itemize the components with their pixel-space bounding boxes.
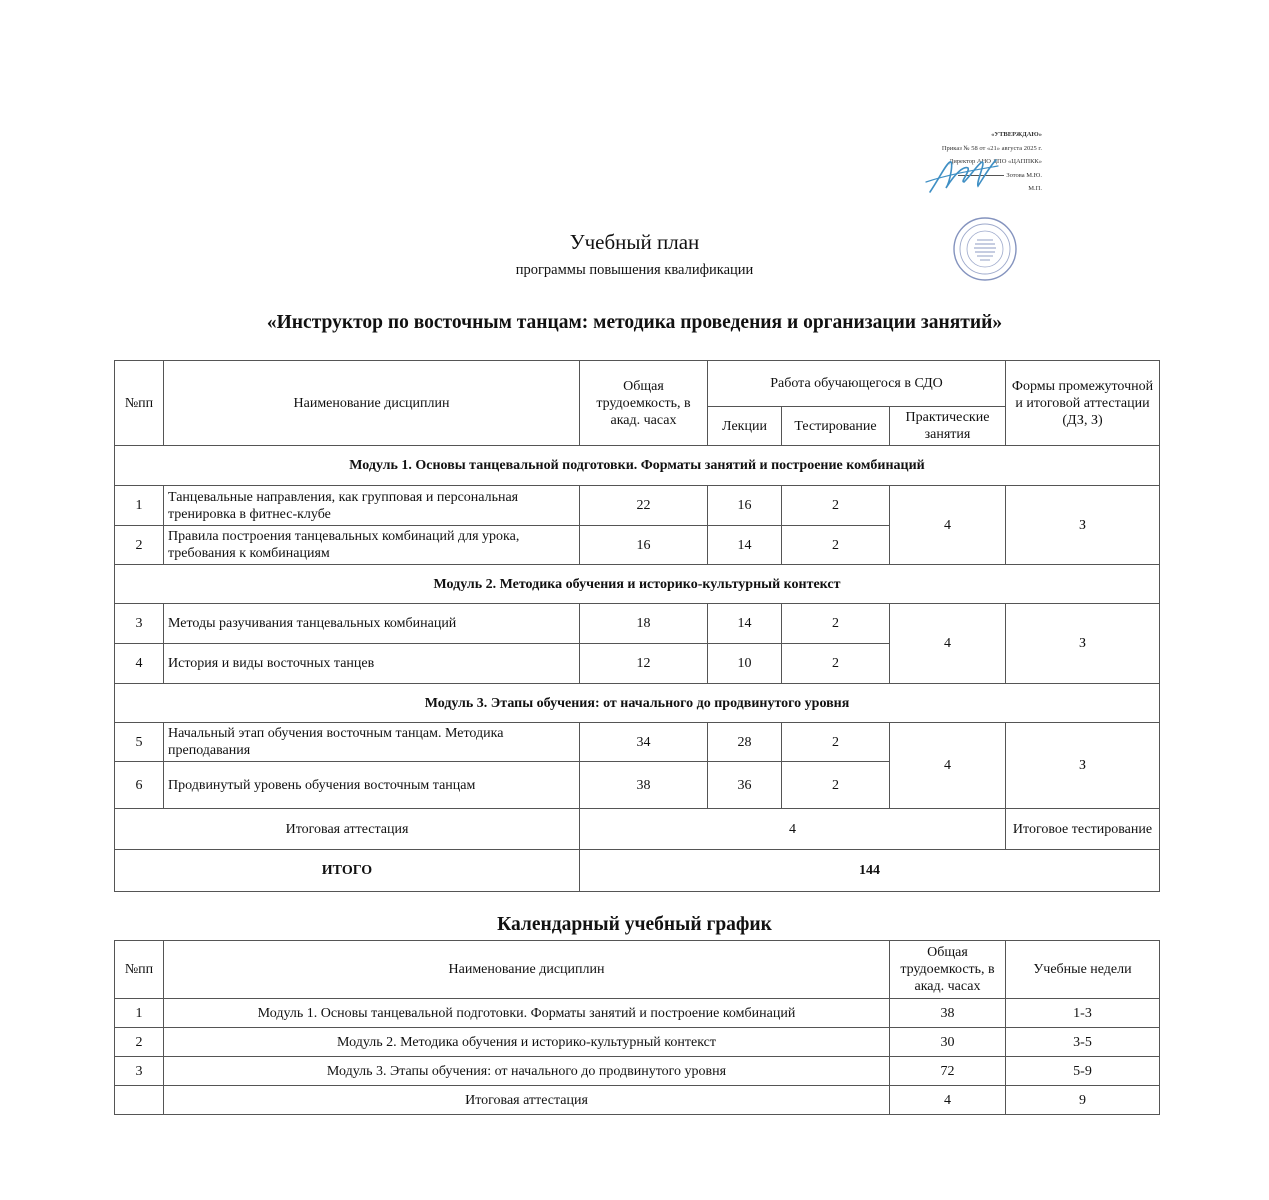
final-form: Итоговое тестирование: [1006, 809, 1160, 850]
approval-seal-note: М.П.: [1028, 185, 1042, 192]
row-name: Модуль 2. Методика обучения и историко-культурный контекст: [164, 1028, 890, 1057]
module-title: Модуль 2. Методика обучения и историко-культурный контекст: [115, 565, 1160, 604]
row-lectures: 14: [708, 604, 782, 644]
row-weeks: 3-5: [1006, 1028, 1160, 1057]
row-lectures: 14: [708, 526, 782, 565]
calendar-title: Календарный учебный график: [497, 914, 772, 935]
row-num: 1: [115, 486, 164, 526]
page-title: Учебный план: [569, 230, 700, 254]
table-row: [115, 604, 1160, 644]
col-header-num: №пп: [115, 941, 164, 999]
row-lectures: 10: [708, 644, 782, 684]
row-total: 38: [580, 762, 708, 809]
row-testing: 2: [782, 604, 890, 644]
row-total: 38: [890, 999, 1006, 1028]
col-header-name: Наименование дисциплин: [164, 941, 890, 999]
approval-heading: «УТВЕРЖДАЮ»: [991, 131, 1042, 138]
program-title: «Инструктор по восточным танцам: методика проведения и организации занятий»: [266, 312, 1003, 333]
total-row: [115, 850, 1160, 892]
table-row: [115, 1057, 1160, 1086]
signature-icon: [920, 152, 1000, 198]
row-num: 5: [115, 723, 164, 762]
row-total: 72: [890, 1057, 1006, 1086]
module-practice: 4: [890, 486, 1006, 565]
total-hours: 144: [580, 850, 1160, 892]
module-title: Модуль 1. Основы танцевальной подготовки. Форматы занятий и построение комбинаций: [115, 446, 1160, 486]
module-row: [115, 446, 1160, 486]
col-header-forms: Формы промежуточной и итоговой аттестации (ДЗ, З): [1006, 361, 1160, 446]
page-subtitle: программы повышения квалификации: [515, 262, 754, 278]
total-label: ИТОГО: [115, 850, 580, 892]
row-total: 16: [580, 526, 708, 565]
module-practice: 4: [890, 723, 1006, 809]
col-header-sdo: Работа обучающегося в СДО: [708, 361, 1006, 407]
row-name: Методы разучивания танцевальных комбинаций: [164, 604, 580, 644]
row-name: Танцевальные направления, как групповая и персональная тренировка в фитнес-клубе: [164, 486, 580, 526]
module-row: [115, 565, 1160, 604]
table-row: [115, 486, 1160, 526]
row-num: 2: [115, 1028, 164, 1057]
row-num: 3: [115, 604, 164, 644]
final-attestation-row: [115, 809, 1160, 850]
row-total: 22: [580, 486, 708, 526]
calendar-table: [114, 940, 1160, 1115]
approval-name: Зотова М.Ю.: [1006, 171, 1042, 179]
module-row: [115, 684, 1160, 723]
table-row: [115, 1028, 1160, 1057]
curriculum-table: [114, 360, 1160, 892]
row-total: 34: [580, 723, 708, 762]
col-header-total: Общая трудоемкость, в акад. часах: [580, 361, 708, 446]
row-testing: 2: [782, 526, 890, 565]
row-testing: 2: [782, 762, 890, 809]
col-header-testing: Тестирование: [782, 407, 890, 446]
row-num: 3: [115, 1057, 164, 1086]
module-practice: 4: [890, 604, 1006, 684]
row-testing: 2: [782, 723, 890, 762]
row-total: 30: [890, 1028, 1006, 1057]
row-lectures: 28: [708, 723, 782, 762]
approval-order: Приказ № 58 от «21» августа 2025 г.: [941, 144, 1042, 152]
row-name: Модуль 3. Этапы обучения: от начального до продвинутого уровня: [164, 1057, 890, 1086]
final-label: Итоговая аттестация: [115, 809, 580, 850]
row-name: Модуль 1. Основы танцевальной подготовки. Форматы занятий и построение комбинаций: [164, 999, 890, 1028]
row-total: 18: [580, 604, 708, 644]
col-header-num: №пп: [115, 361, 164, 446]
row-num: 2: [115, 526, 164, 565]
row-total: 4: [890, 1086, 1006, 1115]
module-form: З: [1006, 723, 1160, 809]
table-row: [115, 723, 1160, 762]
row-num: [115, 1086, 164, 1115]
table-header-row: [115, 361, 1160, 407]
col-header-lectures: Лекции: [708, 407, 782, 446]
row-name: Итоговая аттестация: [164, 1086, 890, 1115]
col-header-practice: Практические занятия: [890, 407, 1006, 446]
row-name: Продвинутый уровень обучения восточным танцам: [164, 762, 580, 809]
row-lectures: 36: [708, 762, 782, 809]
table-row: [115, 1086, 1160, 1115]
table-row: [115, 999, 1160, 1028]
row-weeks: 9: [1006, 1086, 1160, 1115]
col-header-weeks: Учебные недели: [1006, 941, 1160, 999]
row-testing: 2: [782, 486, 890, 526]
row-num: 1: [115, 999, 164, 1028]
row-weeks: 5-9: [1006, 1057, 1160, 1086]
module-form: З: [1006, 486, 1160, 565]
row-lectures: 16: [708, 486, 782, 526]
module-title: Модуль 3. Этапы обучения: от начального до продвинутого уровня: [115, 684, 1160, 723]
row-num: 6: [115, 762, 164, 809]
row-total: 12: [580, 644, 708, 684]
module-form: З: [1006, 604, 1160, 684]
approval-director: Директор АНО ДПО «ЦАППКК»: [948, 158, 1042, 165]
row-testing: 2: [782, 644, 890, 684]
row-name: Начальный этап обучения восточным танцам. Методика преподавания: [164, 723, 580, 762]
final-hours: 4: [580, 809, 1006, 850]
col-header-total: Общая трудоемкость, в акад. часах: [890, 941, 1006, 999]
col-header-name: Наименование дисциплин: [164, 361, 580, 446]
row-name: История и виды восточных танцев: [164, 644, 580, 684]
table-header-row: [115, 941, 1160, 999]
row-name: Правила построения танцевальных комбинаций для урока, требования к комбинациям: [164, 526, 580, 565]
row-weeks: 1-3: [1006, 999, 1160, 1028]
row-num: 4: [115, 644, 164, 684]
